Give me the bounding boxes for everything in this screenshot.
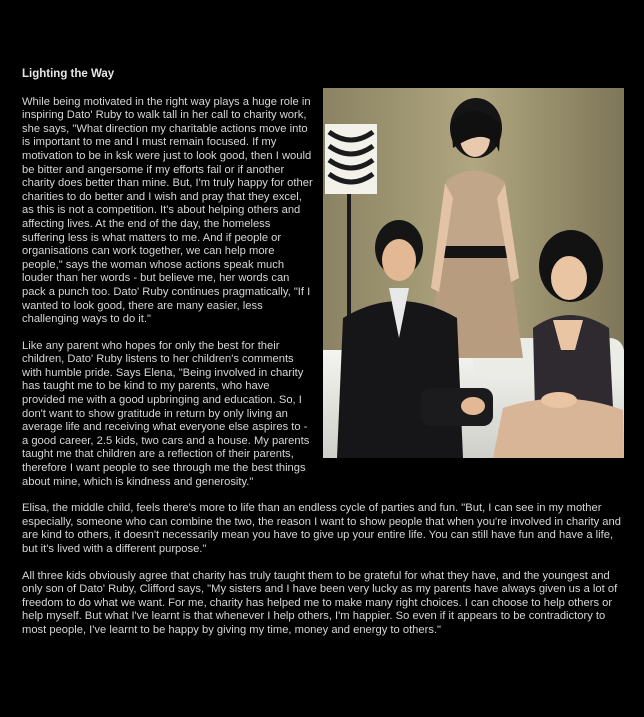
- article-heading: Lighting the Way: [22, 68, 115, 80]
- family-photo-illustration: [323, 88, 624, 458]
- paragraph-3: Elisa, the middle child, feels there's more to life than an endless cycle of parties and fun. "But, I can see in my mother especially, someone who can combine the two, the reason I want to show people that when you're involved in charity and are kind to others, it doesn't necessarily mean you have to give up your entire life. You can still have fun and have a life, but it's lived with a different purpose.": [22, 502, 621, 555]
- paragraph-4: All three kids obviously agree that charity has truly taught them to be grateful for what they have, and the youngest and only son of Dato' Ruby, Clifford says, "My sisters and I have been very lucky as my parents have always given us a lot of freedom to do what we want. For me, charity has helped me to make many right choices. I can choose to help others or help myself. But what I've learnt is that whenever I help others, I'm happier. So even if it appears to be contradictory to most people, I've learnt to be happy by giving my time, money and energy to others.": [22, 569, 618, 636]
- article: [22, 68, 622, 651]
- paragraph-1: While being motivated in the right way plays a huge role in inspiring Dato' Ruby to walk tall in her call to charity work, she says, "What direction my charitable actions move into is important to me and I must remain focused. If my motivation to be in ksk were just to look good, then I would be bitter and angersome if my efforts fail or if another charity does better than mine. But, I'm truly happy for other charities to do better and I wish and pray that they excel, as this is not a competition. It's about helping others and affecting lives. At the end of the day, the homeless suffering less is what matters to me. And if people or organisations can work together, we can help more people," says the woman whose actions speak much louder than her words - but believe me, her words can pack a punch too. Dato' Ruby continues pragmatically, "If I wanted to look good, there are many easier, less challenging ways to do it.": [22, 95, 313, 326]
- paragraph-2: Like any parent who hopes for only the best for their children, Dato' Ruby listens to her children's comments with humble pride. Says Elena, "Being involved in charity has taught me to be kind to my parents, who have provided me with a good upbringing and education. So, I don't want to show gratitude in return by only living an average life and receiving what everyone else aspires to - a good career, 2.5 kids, two cars and a house. My parents taught me that children are a reflection of their parents, therefore I want people to see through me the best things about mine, which is kindness and generosity.": [22, 339, 310, 488]
- family-photo: [323, 88, 624, 458]
